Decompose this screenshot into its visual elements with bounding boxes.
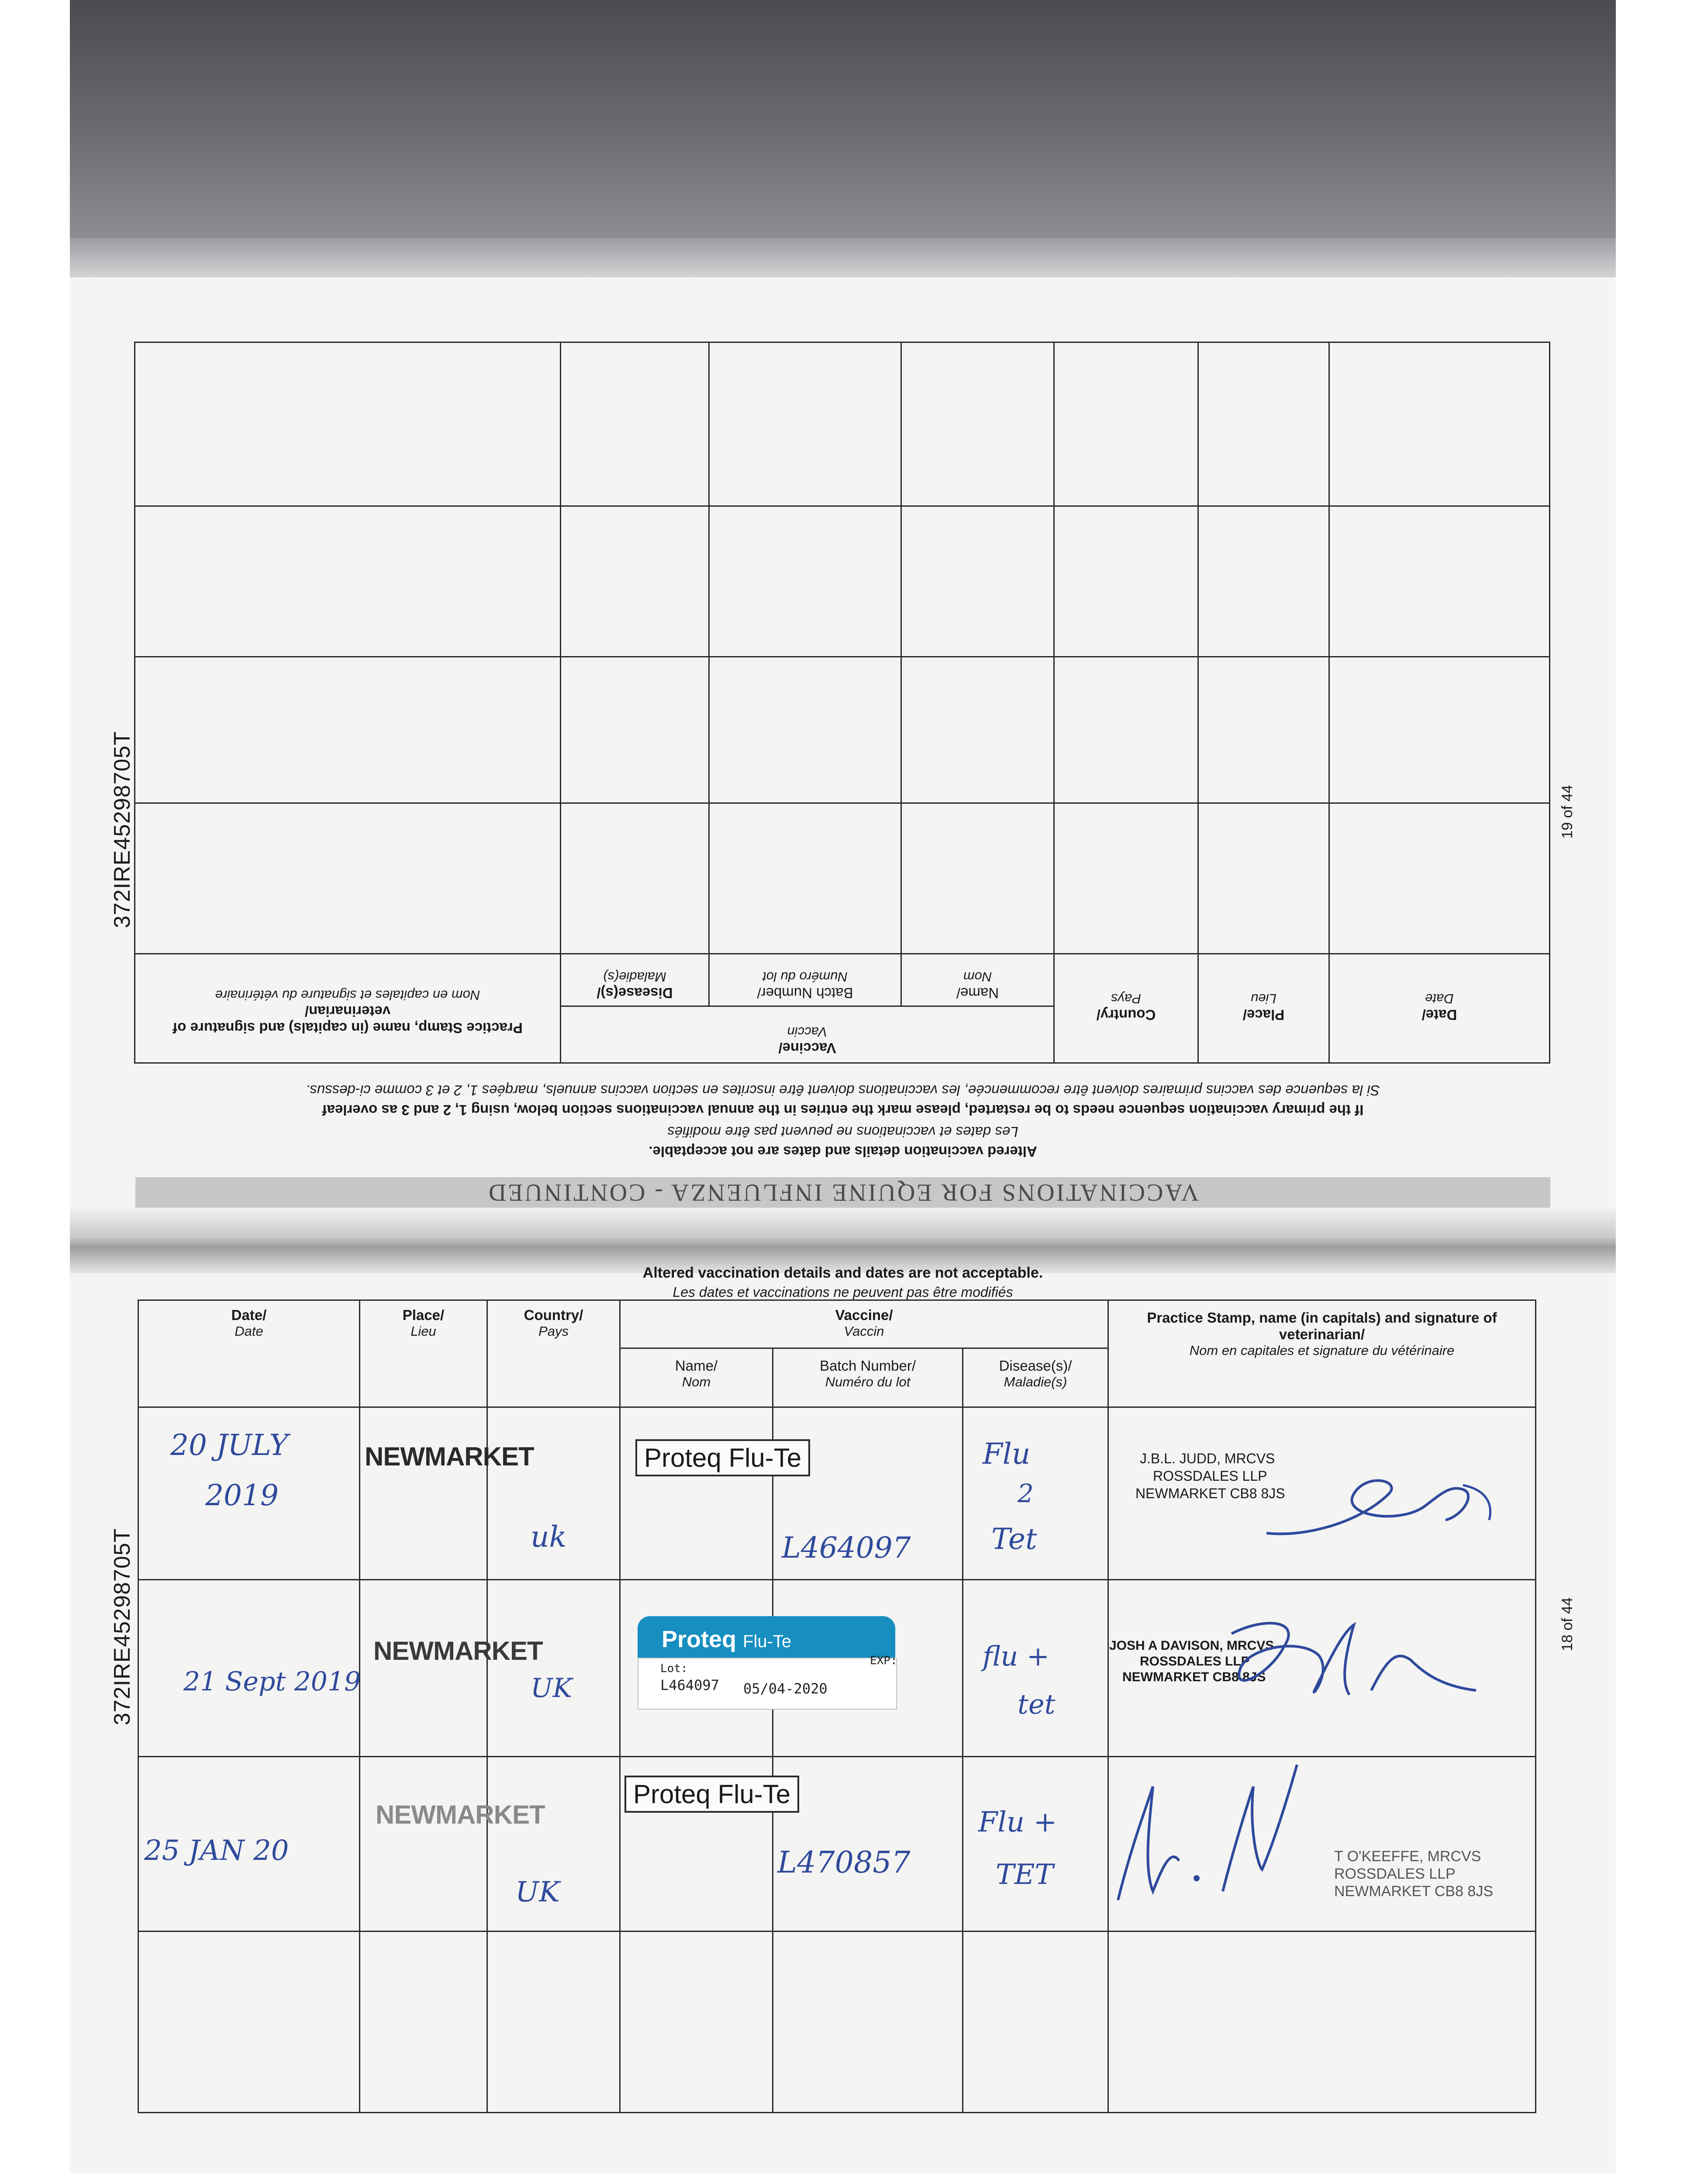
top-header-disease: Disease(s)/ Maladie(s) bbox=[560, 954, 709, 1006]
row3-disease-line1: Flu + bbox=[978, 1806, 1057, 1838]
row3-date: 25 JAN 20 bbox=[144, 1835, 289, 1867]
row1-batch-number: L464097 bbox=[782, 1531, 911, 1565]
top-page-heading: VACCINATIONS FOR EQUINE INFLUENZA - CONTINUED bbox=[135, 1177, 1550, 1208]
scanner-background bbox=[70, 0, 1616, 238]
row1-vaccine-name-stamp: Proteq Flu-Te bbox=[635, 1439, 810, 1476]
bottom-notice-bold: Altered vaccination details and dates are not acceptable. bbox=[642, 1265, 1043, 1281]
label-lot-caption: Lot: bbox=[660, 1662, 688, 1675]
header-place: Place/ Lieu bbox=[360, 1300, 487, 1407]
row2-disease-line2: tet bbox=[1018, 1688, 1056, 1720]
top-notice-bold: Altered vaccination details and dates are not acceptable. bbox=[649, 1144, 1037, 1160]
header-date: Date/ Date bbox=[138, 1300, 360, 1407]
row1-date-line1: 20 JULY bbox=[170, 1428, 289, 1462]
row3-place-stamp: NEWMARKET bbox=[376, 1800, 545, 1829]
row1-disease-line1: Flu bbox=[983, 1437, 1031, 1471]
header-name: Name/ Nom bbox=[620, 1348, 773, 1407]
row1-country: uk bbox=[531, 1520, 567, 1554]
top-notice-italic: Les dates et vaccinations ne peuvent pas être modifiés bbox=[667, 1124, 1018, 1140]
row1-disease-line2: 2 bbox=[1018, 1479, 1034, 1508]
row3-vaccine-name-stamp: Proteq Flu-Te bbox=[624, 1776, 799, 1813]
row2-disease-line1: flu + bbox=[983, 1640, 1049, 1672]
top-page-id: 372IRE45298705T bbox=[110, 731, 135, 928]
top-empty-row bbox=[135, 342, 1549, 506]
header-country: Country/ Pays bbox=[487, 1300, 620, 1407]
top-header-vaccine: Vaccine/ Vaccin bbox=[560, 1006, 1054, 1063]
row3-vet-practice: ROSSDALES LLP bbox=[1334, 1866, 1456, 1882]
top-empty-row bbox=[135, 803, 1549, 954]
bottom-page-id: 372IRE45298705T bbox=[110, 1528, 135, 1725]
row1-disease-line3: Tet bbox=[991, 1522, 1037, 1556]
bottom-notice-italic: Les dates et vaccinations ne peuvent pas être modifiés bbox=[673, 1284, 1013, 1300]
header-vaccine: Vaccine/ Vaccin bbox=[620, 1300, 1108, 1348]
top-page-number: 19 of 44 bbox=[1559, 785, 1576, 839]
row1-place-stamp: NEWMARKET bbox=[365, 1442, 534, 1471]
row2-vet-name: JOSH A DAVISON, MRCVS bbox=[1109, 1638, 1274, 1653]
row3-vet-address: NEWMARKET CB8 8JS bbox=[1334, 1883, 1494, 1900]
top-header-batch: Batch Number/ Numéro du lot bbox=[709, 954, 901, 1006]
top-empty-row bbox=[135, 506, 1549, 657]
row3-disease-line2: TET bbox=[996, 1859, 1054, 1891]
row2-country: UK bbox=[531, 1673, 573, 1704]
top-header-date: Date/ Date bbox=[1329, 954, 1550, 1063]
row1-vet-address: NEWMARKET CB8 8JS bbox=[1135, 1486, 1285, 1501]
row2-vaccine-label-details bbox=[638, 1654, 897, 1710]
table-row bbox=[138, 1932, 1536, 2113]
row1-vet-name: J.B.L. JUDD, MRCVS bbox=[1140, 1451, 1275, 1466]
header-batch: Batch Number/ Numéro du lot bbox=[773, 1348, 963, 1407]
row1-vet-practice: ROSSDALES LLP bbox=[1153, 1468, 1267, 1484]
row2-date: 21 Sept 2019 bbox=[183, 1666, 361, 1697]
row1-date-line2: 2019 bbox=[205, 1479, 279, 1512]
label-lot: L464097 bbox=[660, 1677, 719, 1693]
row1-signature bbox=[1258, 1468, 1502, 1555]
scanner-strip bbox=[70, 238, 1616, 277]
top-vaccination-table bbox=[134, 342, 1550, 1064]
label-exp: 05/04-2020 bbox=[743, 1680, 828, 1697]
top-page-rotated bbox=[70, 277, 1616, 1230]
row2-signature bbox=[1214, 1607, 1494, 1721]
row2-vet-practice: ROSSDALES LLP bbox=[1140, 1654, 1250, 1669]
row3-country: UK bbox=[515, 1876, 560, 1908]
header-disease: Disease(s)/ Maladie(s) bbox=[963, 1348, 1108, 1407]
row2-place-stamp: NEWMARKET bbox=[373, 1636, 543, 1666]
row3-batch-number: L470857 bbox=[777, 1845, 911, 1880]
top-instruction-en: If the primary vaccination sequence needs to be restarted, please mark the entries in the annual vaccinations section below, using 1, 2 and 3 as overleaf bbox=[322, 1102, 1364, 1118]
row3-signature bbox=[1105, 1760, 1332, 1909]
bottom-page-number: 18 of 44 bbox=[1559, 1597, 1576, 1651]
label-brand: Proteq Flu-Te bbox=[662, 1626, 792, 1652]
row2-vet-address: NEWMARKET CB8 8JS bbox=[1122, 1670, 1266, 1684]
top-header-place: Place/ Lieu bbox=[1198, 954, 1329, 1063]
row3-vet-name: T O'KEEFFE, MRCVS bbox=[1334, 1848, 1481, 1865]
header-practice-stamp: Practice Stamp, name (in capitals) and signature of veterinarian/ Nom en capitales et signature du vétérinaire bbox=[1108, 1300, 1536, 1407]
top-header-name: Name/ Nom bbox=[901, 954, 1054, 1006]
top-header-stamp: Practice Stamp, name (in capitals) and signature of veterinarian/ Nom en capitales et signature du vétérinaire bbox=[135, 954, 560, 1063]
top-instruction-fr: Si la sequence des vaccins primaires doivent être recommencée, les vaccinations doivent être inscrites en section vaccins annuels, marqées 1, 2 et 3 comme ci-dessus. bbox=[306, 1082, 1380, 1099]
top-empty-row bbox=[135, 657, 1549, 803]
label-exp-caption: EXP: bbox=[870, 1654, 897, 1667]
top-header-country: Country/ Pays bbox=[1054, 954, 1198, 1063]
